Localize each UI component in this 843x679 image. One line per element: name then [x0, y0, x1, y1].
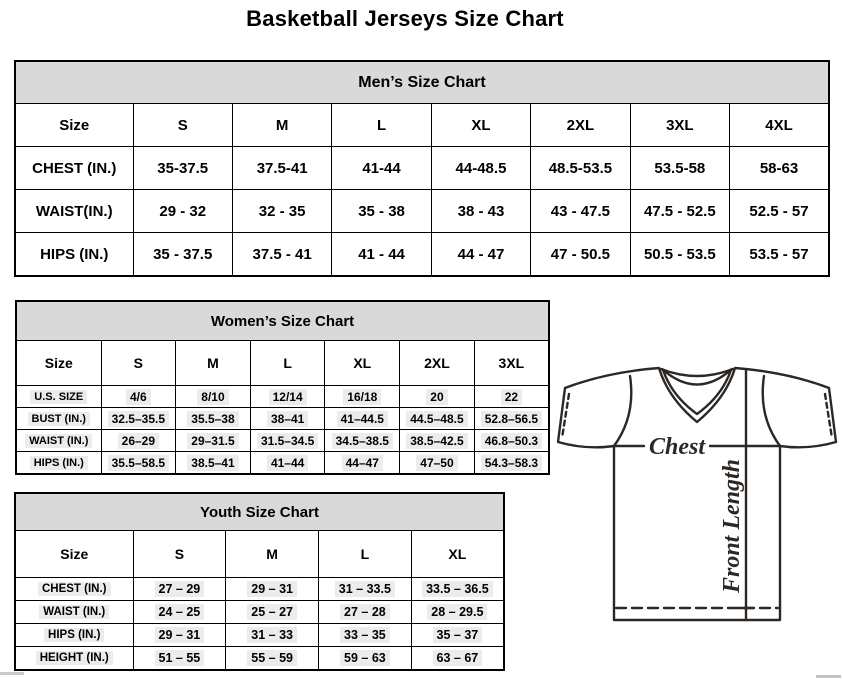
youth-size-value: 24 – 25	[133, 601, 226, 624]
womens-size-value: 12/14	[250, 386, 325, 408]
womens-size-value: 34.5–38.5	[325, 430, 400, 452]
front-length-label: Front Length	[719, 458, 745, 594]
youth-size-value: 63 – 67	[411, 647, 504, 671]
womens-size-value: 29–31.5	[176, 430, 251, 452]
mens-size-value: 32 - 35	[232, 190, 331, 233]
youth-row-hips-in	[15, 624, 504, 647]
mens-column-header-l: L	[332, 104, 431, 147]
youth-row-height-in	[15, 647, 504, 671]
mens-size-value: 38 - 43	[431, 190, 530, 233]
youth-size-value: 59 – 63	[319, 647, 412, 671]
mens-size-value: 47 - 50.5	[531, 233, 630, 277]
jersey-outline	[558, 368, 836, 620]
womens-row-label-u-s-size: U.S. SIZE	[16, 386, 101, 408]
mens-column-header-size: Size	[15, 104, 133, 147]
mens-size-value: 53.5-58	[630, 147, 729, 190]
youth-size-value: 31 – 33	[226, 624, 319, 647]
mens-column-header-s: S	[133, 104, 232, 147]
mens-column-header-xl: XL	[431, 104, 530, 147]
womens-size-value: 46.8–50.3	[474, 430, 549, 452]
mens-size-value: 29 - 32	[133, 190, 232, 233]
mens-size-value: 35 - 37.5	[133, 233, 232, 277]
mens-row-label-hips-in: HIPS (IN.)	[15, 233, 133, 277]
womens-row-label-bust-in: BUST (IN.)	[16, 408, 101, 430]
mens-size-value: 48.5-53.5	[531, 147, 630, 190]
womens-row-label-waist-in: WAIST (IN.)	[16, 430, 101, 452]
youth-row-label-waist-in: WAIST (IN.)	[15, 601, 133, 624]
youth-size-value: 31 – 33.5	[319, 578, 412, 601]
mens-size-value: 35 - 38	[332, 190, 431, 233]
womens-size-value: 26–29	[101, 430, 176, 452]
youth-column-header-m: M	[226, 531, 319, 578]
womens-row-bust-in	[16, 408, 549, 430]
mens-row-waist-in	[15, 190, 829, 233]
youth-column-header-s: S	[133, 531, 226, 578]
youth-size-value: 27 – 29	[133, 578, 226, 601]
womens-size-value: 44–47	[325, 452, 400, 475]
womens-row-hips-in	[16, 452, 549, 475]
womens-column-header-xl: XL	[325, 341, 400, 386]
womens-column-header-2xl: 2XL	[400, 341, 475, 386]
womens-size-value: 22	[474, 386, 549, 408]
youth-column-header-xl: XL	[411, 531, 504, 578]
womens-size-value: 16/18	[325, 386, 400, 408]
youth-table-title: Youth Size Chart	[15, 493, 504, 531]
womens-size-value: 32.5–35.5	[101, 408, 176, 430]
mens-size-value: 58-63	[730, 147, 829, 190]
chest-label: Chest	[648, 434, 706, 460]
womens-size-value: 41–44.5	[325, 408, 400, 430]
jersey-measurement-diagram	[552, 356, 842, 651]
mens-row-hips-in	[15, 233, 829, 277]
womens-size-value: 4/6	[101, 386, 176, 408]
bottom-right-artifact-strip	[816, 675, 841, 678]
womens-column-header-size: Size	[16, 341, 101, 386]
womens-size-value: 20	[400, 386, 475, 408]
youth-size-value: 33.5 – 36.5	[411, 578, 504, 601]
youth-size-value: 28 – 29.5	[411, 601, 504, 624]
womens-row-waist-in	[16, 430, 549, 452]
youth-column-header-l: L	[319, 531, 412, 578]
youth-size-chart-table	[14, 492, 505, 671]
mens-column-header-2xl: 2XL	[531, 104, 630, 147]
mens-column-header-m: M	[232, 104, 331, 147]
mens-size-value: 37.5 - 41	[232, 233, 331, 277]
mens-column-header-3xl: 3XL	[630, 104, 729, 147]
womens-column-header-m: M	[176, 341, 251, 386]
womens-table-title: Women’s Size Chart	[16, 301, 549, 341]
womens-size-chart-table	[15, 300, 550, 475]
youth-row-label-chest-in: CHEST (IN.)	[15, 578, 133, 601]
youth-size-value: 51 – 55	[133, 647, 226, 671]
womens-size-value: 31.5–34.5	[250, 430, 325, 452]
youth-size-value: 29 – 31	[133, 624, 226, 647]
youth-size-value: 33 – 35	[319, 624, 412, 647]
mens-size-chart-table	[14, 60, 830, 277]
womens-size-value: 8/10	[176, 386, 251, 408]
womens-row-label-hips-in: HIPS (IN.)	[16, 452, 101, 475]
mens-row-chest-in	[15, 147, 829, 190]
youth-size-value: 27 – 28	[319, 601, 412, 624]
mens-size-value: 41-44	[332, 147, 431, 190]
womens-size-value: 41–44	[250, 452, 325, 475]
page-title: Basketball Jerseys Size Chart	[246, 6, 564, 31]
mens-row-label-waist-in: WAIST(IN.)	[15, 190, 133, 233]
bottom-left-artifact-strip	[0, 672, 24, 675]
womens-size-value: 38–41	[250, 408, 325, 430]
mens-size-value: 52.5 - 57	[730, 190, 829, 233]
womens-size-value: 35.5–58.5	[101, 452, 176, 475]
womens-size-value: 38.5–41	[176, 452, 251, 475]
mens-size-value: 47.5 - 52.5	[630, 190, 729, 233]
youth-size-value: 25 – 27	[226, 601, 319, 624]
womens-size-value: 54.3–58.3	[474, 452, 549, 475]
youth-size-value: 55 – 59	[226, 647, 319, 671]
mens-table-title: Men’s Size Chart	[15, 61, 829, 104]
youth-size-value: 35 – 37	[411, 624, 504, 647]
youth-row-waist-in	[15, 601, 504, 624]
mens-size-value: 43 - 47.5	[531, 190, 630, 233]
womens-column-header-s: S	[101, 341, 176, 386]
mens-row-label-chest-in: CHEST (IN.)	[15, 147, 133, 190]
youth-row-label-hips-in: HIPS (IN.)	[15, 624, 133, 647]
mens-column-header-4xl: 4XL	[730, 104, 829, 147]
womens-row-u-s-size	[16, 386, 549, 408]
womens-column-header-3xl: 3XL	[474, 341, 549, 386]
womens-size-value: 52.8–56.5	[474, 408, 549, 430]
womens-size-value: 44.5–48.5	[400, 408, 475, 430]
youth-size-value: 29 – 31	[226, 578, 319, 601]
mens-size-value: 44-48.5	[431, 147, 530, 190]
youth-column-header-size: Size	[15, 531, 133, 578]
mens-size-value: 44 - 47	[431, 233, 530, 277]
womens-column-header-l: L	[250, 341, 325, 386]
jersey-diagram-svg	[552, 356, 842, 651]
womens-size-value: 47–50	[400, 452, 475, 475]
youth-row-chest-in	[15, 578, 504, 601]
youth-row-label-height-in: HEIGHT (IN.)	[15, 647, 133, 671]
mens-size-value: 35-37.5	[133, 147, 232, 190]
mens-size-value: 37.5-41	[232, 147, 331, 190]
womens-size-value: 35.5–38	[176, 408, 251, 430]
mens-size-value: 41 - 44	[332, 233, 431, 277]
womens-size-value: 38.5–42.5	[400, 430, 475, 452]
mens-size-value: 50.5 - 53.5	[630, 233, 729, 277]
collar-back-arc-shallow	[661, 369, 733, 376]
mens-size-value: 53.5 - 57	[730, 233, 829, 277]
